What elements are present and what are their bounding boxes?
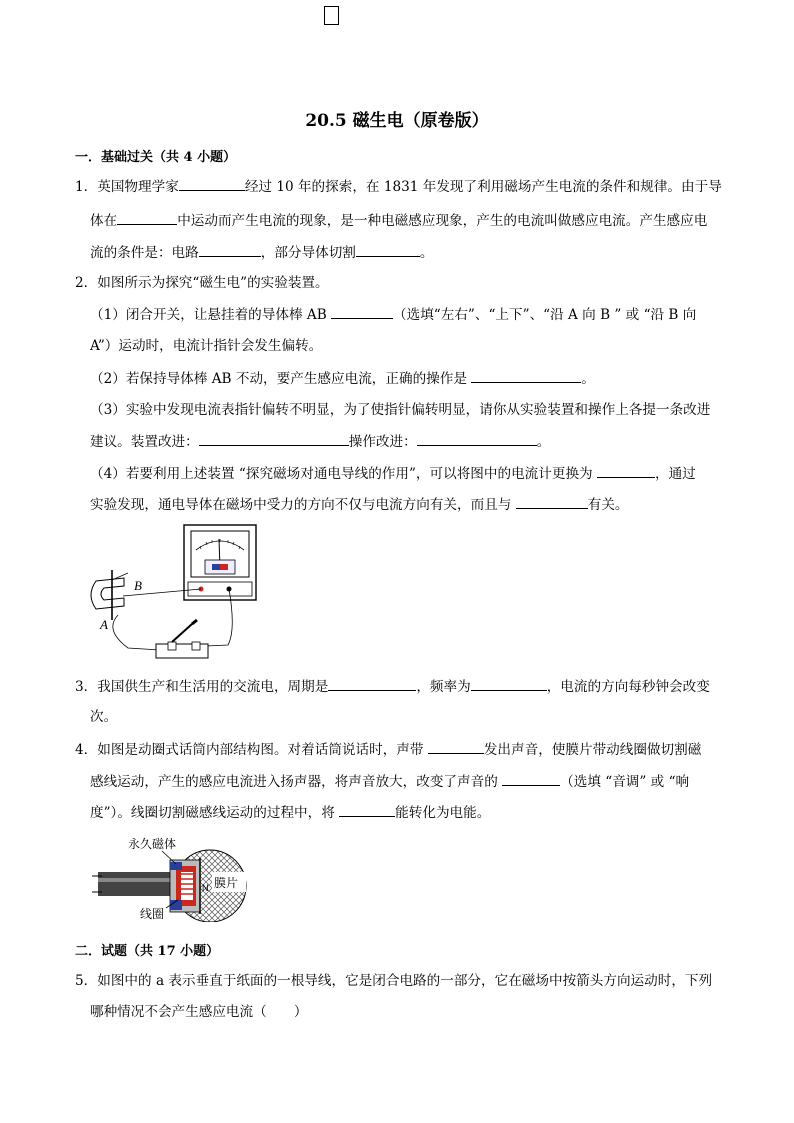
- q5-line-2: 哪种情况不会产生感应电流（ ）: [90, 1004, 308, 1020]
- page-title: 20.5 磁生电（原卷版）: [305, 111, 489, 131]
- q2-blank-1[interactable]: [331, 305, 393, 319]
- q5-line-1: 5．如图中的 a 表示垂直于纸面的一根导线，它是闭合电路的一部分，它在磁场中按箭头方向运动时，下列: [75, 973, 713, 989]
- q3-blank-1[interactable]: [328, 677, 416, 691]
- q3-line-2: 次。: [90, 709, 118, 725]
- label-coil: 线圈: [140, 907, 165, 921]
- q2-part-1-cont: A”）运动时，电流计指针会发生偏转。: [90, 338, 323, 354]
- label-n: N: [202, 883, 209, 893]
- q4-blank-3[interactable]: [339, 803, 395, 817]
- q4-blank-1[interactable]: [428, 740, 484, 754]
- q2-blank-4[interactable]: [417, 432, 537, 446]
- q1-line-2: 体在 中运动而产生电流的现象，是一种电磁感应现象，产生的电流叫做感应电流。产生感应电: [90, 213, 708, 229]
- label-b: B: [134, 578, 142, 593]
- q3-line-1: 3．我国供生产和生活用的交流电，周期是 ，频率为 ，电流的方向每秒钟会改变: [75, 679, 710, 695]
- q1-blank-4[interactable]: [356, 243, 420, 257]
- section-heading-2: 二．试题（共 17 小题）: [75, 944, 220, 959]
- q2-part-4-cont: 实验发现，通电导体在磁场中受力的方向不仅与电流方向有关，而且与 有关。: [90, 497, 629, 513]
- q2-blank-3[interactable]: [199, 432, 349, 446]
- q4-line-2: 感线运动，产生的感应电流进入扬声器，将声音放大，改变了声音的 （选填 “音调” 或 “响: [90, 774, 690, 790]
- q4-line-1: 4．如图是动圈式话筒内部结构图。对着话筒说话时，声带 发出声音，使膜片带动线圈做切割磁: [75, 742, 702, 758]
- q2-blank-2[interactable]: [471, 369, 581, 383]
- label-diaphragm: 膜片: [214, 876, 239, 890]
- q4-microphone-figure: [92, 834, 262, 922]
- section-heading-1: 一．基础过关（共 4 小题）: [75, 150, 237, 165]
- q2-stem: 2．如图所示为探究“磁生电”的实验装置。: [75, 275, 329, 291]
- q2-part-4: （4）若要利用上述装置 “探究磁场对通电导线的作用”，可以将图中的电流计更换为 ，通过: [90, 466, 696, 482]
- q4-blank-2[interactable]: [502, 772, 560, 786]
- q4-line-3: 度”）。线圈切割磁感线运动的过程中，将 能转化为电能。: [90, 805, 491, 821]
- label-a: A: [100, 617, 108, 632]
- q2-part-3: （3）实验中发现电流表指针偏转不明显，为了使指针偏转明显，请你从实验装置和操作上各提一条改进: [90, 402, 711, 418]
- label-permanent-magnet: 永久磁体: [128, 837, 177, 851]
- q2-apparatus-figure: [88, 520, 263, 668]
- q2-part-1: （1）闭合开关，让悬挂着的导体棒 AB （选填“左右”、“上下”、“沿 A 向 B ” 或 “沿 B 向: [90, 307, 697, 323]
- q1-blank-2[interactable]: [117, 211, 177, 225]
- q2-part-3-cont: 建议。装置改进： 操作改进： 。: [90, 434, 551, 450]
- q2-blank-6[interactable]: [516, 495, 588, 509]
- q2-part-2: （2）若保持导体棒 AB 不动，要产生感应电流，正确的操作是 。: [90, 371, 595, 387]
- q3-blank-2[interactable]: [471, 677, 547, 691]
- q2-blank-5[interactable]: [597, 464, 655, 478]
- q1-blank-1[interactable]: [179, 177, 245, 191]
- placeholder-box-icon: [324, 6, 339, 25]
- q1-blank-3[interactable]: [199, 243, 261, 257]
- q1-line-1: 1．英国物理学家 经过 10 年的探索，在 1831 年发现了利用磁场产生电流的条件和规律。由于导: [75, 179, 722, 195]
- q1-line-3: 流的条件是：电路 ，部分导体切割 。: [90, 245, 434, 261]
